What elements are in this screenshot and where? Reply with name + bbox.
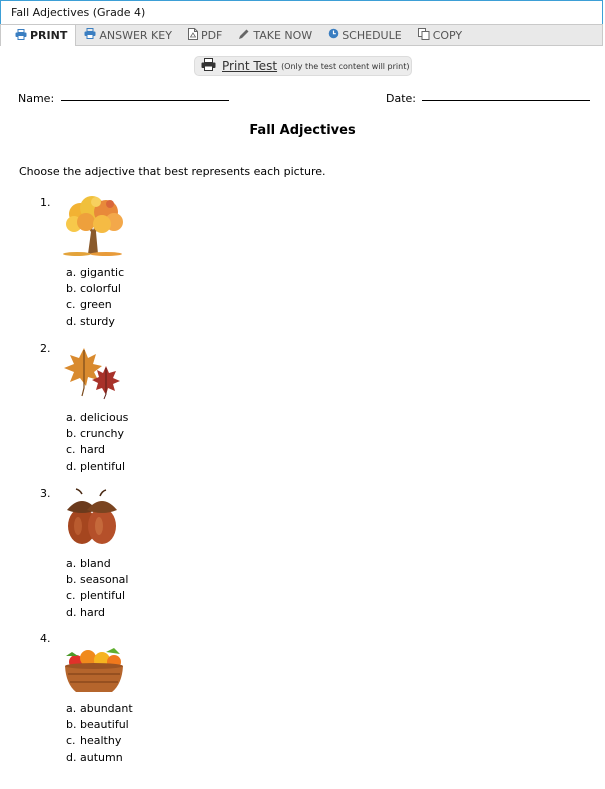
pdf-tab-label: PDF <box>200 28 223 42</box>
answer-key-tab[interactable] <box>76 25 180 45</box>
toolbar <box>0 24 603 46</box>
question-number: 1. <box>40 196 51 209</box>
pdf-icon <box>188 28 198 43</box>
answer-choice[interactable]: a. abundant <box>66 702 133 715</box>
instructions: Choose the adjective that best represents each picture. <box>19 165 326 178</box>
copy-icon <box>418 28 430 43</box>
print-test-note: (Only the test content will print) <box>281 61 410 71</box>
answer-choice[interactable]: d. plentiful <box>66 459 126 473</box>
window-title: Fall Adjectives (Grade 4) <box>0 0 603 24</box>
autumn-tree-icon <box>62 196 126 260</box>
choice-list <box>66 556 128 621</box>
answer-choice[interactable]: b. beautiful <box>66 718 129 732</box>
take-now-tab-label: TAKE NOW <box>253 28 313 42</box>
fall-leaves-icon <box>62 344 122 404</box>
take-now-tab[interactable] <box>230 25 320 45</box>
name-line <box>61 100 229 101</box>
choice-list <box>66 265 124 330</box>
answer-choice[interactable]: c. hard <box>66 443 106 457</box>
choice-list <box>66 701 133 766</box>
printer-icon <box>84 28 96 42</box>
pencil-icon <box>238 28 250 43</box>
answer-choice[interactable]: a. delicious <box>66 411 129 424</box>
answer-choice[interactable]: b. seasonal <box>66 573 129 587</box>
printer-icon <box>201 58 216 74</box>
print-tab[interactable] <box>1 25 76 46</box>
copy-tab[interactable] <box>410 25 470 45</box>
acorns-icon <box>62 488 124 552</box>
print-test-button[interactable] <box>194 56 412 76</box>
answer-choice[interactable]: c. plentiful <box>66 589 126 603</box>
choice-list <box>66 410 128 475</box>
print-test-label: Print Test <box>222 59 278 73</box>
date-line <box>422 100 590 101</box>
schedule-tab[interactable] <box>320 25 410 45</box>
answer-key-tab-label: ANSWER KEY <box>99 28 172 42</box>
question-number: 4. <box>40 632 51 645</box>
test-title: Fall Adjectives <box>249 123 356 138</box>
printer-icon <box>15 29 27 43</box>
question-number: 2. <box>40 342 51 355</box>
answer-choice[interactable]: d. hard <box>66 605 106 619</box>
answer-choice[interactable]: a. gigantic <box>66 266 125 279</box>
print-tab-label: PRINT <box>30 29 68 42</box>
answer-choice[interactable]: c. healthy <box>66 734 122 748</box>
question-number: 3. <box>40 487 51 500</box>
name-label: Name: <box>18 92 55 105</box>
schedule-tab-label: SCHEDULE <box>342 28 402 42</box>
harvest-basket-icon <box>62 648 126 702</box>
copy-tab-label: COPY <box>432 28 463 42</box>
clock-icon <box>328 28 339 42</box>
answer-choice[interactable]: d. sturdy <box>66 314 115 328</box>
answer-choice[interactable]: c. green <box>66 298 112 312</box>
pdf-tab[interactable] <box>180 25 230 45</box>
answer-choice[interactable]: d. autumn <box>66 750 123 764</box>
answer-choice[interactable]: a. bland <box>66 557 111 570</box>
date-label: Date: <box>386 92 416 105</box>
answer-choice[interactable]: b. colorful <box>66 282 121 296</box>
answer-choice[interactable]: b. crunchy <box>66 427 125 441</box>
